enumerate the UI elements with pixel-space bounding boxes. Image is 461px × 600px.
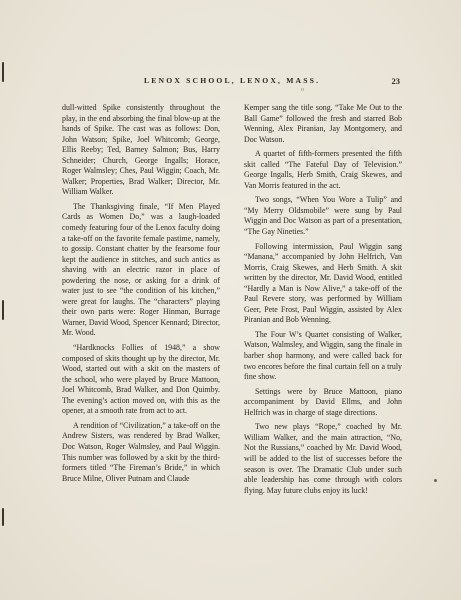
paragraph: Kemper sang the title song. “Take Me Out to the Ball Game” followed the fresh and starred Bob Wenning, Alex Piranian, Jay Montgomery, and Doc Watson. (244, 103, 402, 144)
binding-mark (2, 300, 4, 320)
paragraph: dull-witted Spike consistently throughout the play, in the end absorbing the final blow-up at the hands of Spike. The cast was as follows: Don, John Watson; Spike, Joel Whitcomb; George, Ellis Reeby; Ted, Barney Salmon; Bus, Harry Schneider; Church, George Ingalls; Horace, Roger Walmsley; Ches, Paul Wiggin; Coach, Mr. Walker; Properties, Brad Walker; Director, Mr. William Walker. (62, 103, 220, 197)
binding-mark (2, 62, 4, 82)
running-head: LENOX SCHOOL, LENOX, MASS. (144, 76, 321, 85)
left-column (62, 103, 220, 488)
page-number: 23 (391, 76, 400, 86)
paragraph: Following intermission, Paul Wiggin sang “Manana,” accompanied by John Helfrich, Van Morris, Craig Skewes, and Herb Smith. A skit written by the director, Mr. David Wood, entitled “Hardly a Man is Now Alive,” a take-off of the Paul Revere story, was performed by William Geer, Pete Frost, Paul Wiggin, assisted by Alex Piranian and Bob Wenning. (244, 241, 402, 325)
header-ornament: o (301, 87, 304, 93)
page-header (60, 76, 400, 93)
paper-speck (434, 479, 437, 482)
paragraph: A rendition of “Civilization,” a take-off on the Andrew Sisters, was rendered by Brad Walker, Doc Watson, Roger Walmsley, and Paul Wiggin. This number was followed by a skit by the third-formers titled “The Fireman’s Bride,” in which Bruce Milne, Oliver Putnam and Claude (62, 420, 220, 483)
paragraph: Settings were by Bruce Mattoon, piano accompaniment by David Ellms, and John Helfrich was in charge of stage directions. (244, 386, 402, 417)
paragraph: Two new plays “Rope,” coached by Mr. William Walker, and the main attraction, “No, Not the Russians,” coached by Mr. David Wood, will be added to the list of successes before the season is over. The Dramatic Club under such able leadership has come through with colors flying. May future clubs enjoy its luck! (244, 422, 402, 495)
paragraph: A quartet of fifth-formers presented the fifth skit called “The Fateful Day of Television.” George Ingalls, Herb Smith, Craig Skewes, and Van Morris featured in the act. (244, 149, 402, 190)
paragraph: The Thanksgiving finale, “If Men Played Cards as Women Do,” was a laugh-loaded comedy featuring four of the Lenox faculty doing a take-off on the favorite female pastime, namely, to gossip. Constant chatter by the fearsome four kept the audience in stitches, and such antics as shaving with an electric razor in place of powdering the nose, or asking for a drink of water just to see “the condition of his kitchen,” were great for laughs. The “characters” playing their own parts were: Roger Hinman, Burrage Warner, David Wood, Spencer Kennard; Director, Mr. Wood. (62, 201, 220, 338)
paragraph: Two songs, “When You Wore a Tulip” and “My Merry Oldsmobile” were sung by Paul Wiggin and Doc Watson as part of a presentation, “The Gay Nineties.” (244, 195, 402, 237)
paragraph: “Hardknocks Follies of 1948,” a show composed of skits thought up by the director, Mr. Wood, started out with a skit on the masters of the school, who were played by Bruce Mattoon, Joel Whitcomb, Brad Walker, and Don Quimby. The evening’s action moved on, with this as the opener, at a smooth rate from act to act. (62, 343, 220, 416)
right-column (244, 103, 402, 500)
binding-mark (2, 508, 4, 526)
paragraph: The Four W’s Quartet consisting of Walker, Watson, Walmsley, and Wiggin, sang the finale in barber shop harmony, and were called back for two encores before the final curtain fell on a truly fine show. (244, 329, 402, 382)
